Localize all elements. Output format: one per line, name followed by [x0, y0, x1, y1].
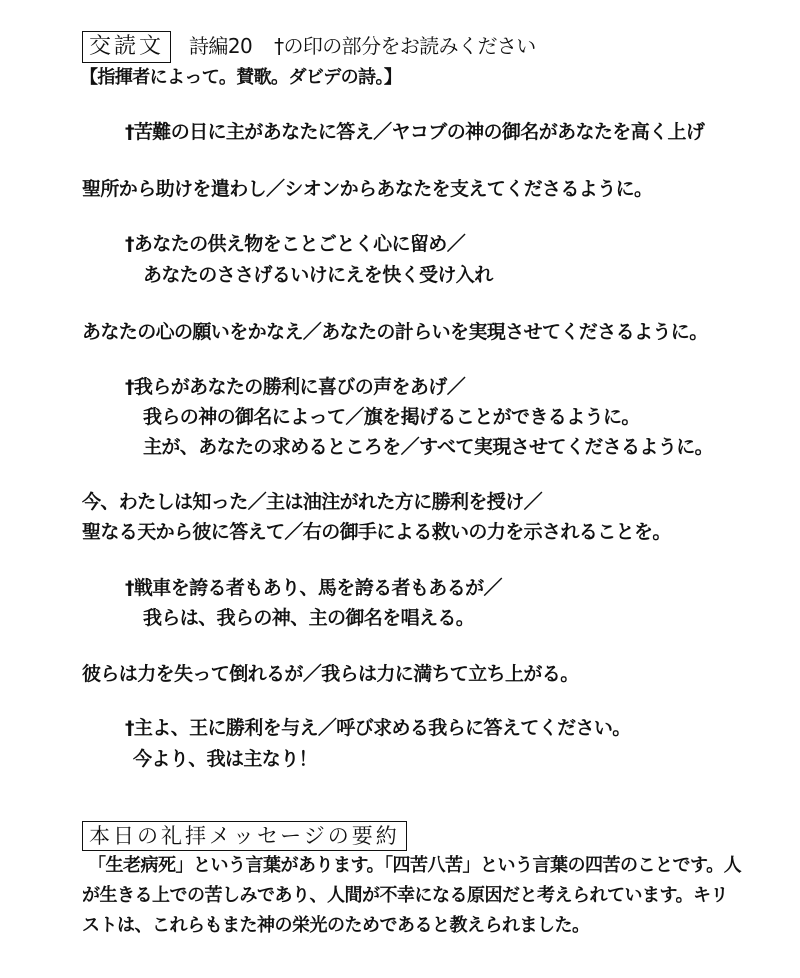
summary-line: 「生老病死」という言葉があります。「四苦八苦」という言葉の四苦のことです。人	[88, 855, 742, 876]
summary-header	[82, 821, 407, 851]
reading-line: †苦難の日に主があなたに答え／ヤコブの神の御名があなたを高く上げ	[125, 121, 705, 143]
message-summary-box-label: 本日の礼拝メッセージの要約	[82, 821, 407, 851]
reading-line: あなたのささげるいけにえを快く受け入れ	[143, 264, 493, 286]
reading-line: 我らは、我らの神、主の御名を唱える。	[143, 607, 475, 629]
reading-line: †主よ、王に勝利を与え／呼び求める我らに答えてください。	[125, 717, 631, 739]
reading-line: あなたの心の願いをかなえ／あなたの計らいを実現させてくださるように。	[82, 321, 708, 343]
responsive-reading-box-label: 交読文	[82, 31, 171, 63]
reading-line: 今より、我は主なり！	[133, 748, 318, 770]
reading-line: 主が、あなたの求めるところを／すべて実現させてくださるように。	[143, 436, 714, 458]
summary-line: ストは、これらもまた神の栄光のためであると教えられました。	[82, 915, 590, 936]
reading-line: 聖所から助けを遣わし／シオンからあなたを支えてくださるように。	[82, 178, 653, 200]
reading-line: 聖なる天から彼に答えて／右の御手による救いの力を示されることを。	[82, 521, 671, 543]
reading-line: †戦車を誇る者もあり、馬を誇る者もあるが／	[125, 577, 502, 599]
reading-instruction: †の印の部分をお読みください	[274, 34, 536, 58]
summary-line: が生きる上での苦しみであり、人間が不幸になる原因だと考えられています。キリ	[82, 885, 729, 906]
reading-line: 今、わたしは知った／主は油注がれた方に勝利を授け／	[82, 491, 543, 513]
reading-header	[82, 31, 536, 63]
reading-line: †あなたの供え物をことごとく心に留め／	[125, 233, 466, 255]
psalm-reference: 詩編20	[189, 34, 253, 58]
reading-line: 我らの神の御名によって／旗を掲げることができるように。	[143, 406, 640, 428]
reading-subtitle: 【指揮者によって。賛歌。ダビデの詩。】	[80, 67, 402, 88]
reading-line: 彼らは力を失って倒れるが／我らは力に満ちて立ち上がる。	[82, 663, 579, 685]
reading-line: †我らがあなたの勝利に喜びの声をあげ／	[125, 376, 466, 398]
